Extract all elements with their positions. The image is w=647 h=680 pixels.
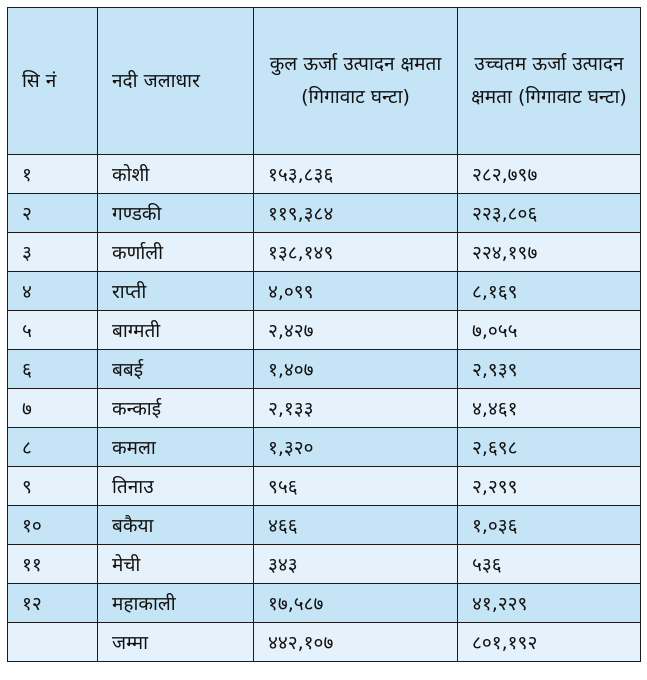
- cell-peak-energy-capacity: ८०१,१९२: [458, 623, 641, 662]
- cell-river-basin: महाकाली: [98, 584, 254, 623]
- cell-serial-number: ६: [8, 350, 98, 389]
- cell-serial-number: ११: [8, 545, 98, 584]
- table-row: [8, 233, 641, 272]
- cell-serial-number: १२: [8, 584, 98, 623]
- cell-peak-energy-capacity: २२४,१९७: [458, 233, 641, 272]
- cell-serial-number: ९: [8, 467, 98, 506]
- table-row: [8, 428, 641, 467]
- total-row: [8, 623, 641, 662]
- table-row: [8, 467, 641, 506]
- cell-peak-energy-capacity: ४१,२२९: [458, 584, 641, 623]
- cell-river-basin: बकैया: [98, 506, 254, 545]
- table-row: [8, 350, 641, 389]
- cell-total-energy-capacity: ३४३: [254, 545, 458, 584]
- cell-peak-energy-capacity: ७,०५५: [458, 311, 641, 350]
- header-river-basin: नदी जलाधार: [98, 8, 254, 155]
- cell-river-basin: कन्काई: [98, 389, 254, 428]
- table-row: [8, 584, 641, 623]
- cell-river-basin: राप्ती: [98, 272, 254, 311]
- cell-total-energy-capacity: २,१३३: [254, 389, 458, 428]
- cell-serial-number: १०: [8, 506, 98, 545]
- cell-total-energy-capacity: १,३२०: [254, 428, 458, 467]
- cell-total-energy-capacity: ४,०९९: [254, 272, 458, 311]
- cell-river-basin: मेची: [98, 545, 254, 584]
- table-header: [8, 8, 641, 155]
- cell-serial-number: ५: [8, 311, 98, 350]
- cell-peak-energy-capacity: ८,१६९: [458, 272, 641, 311]
- cell-river-basin: बाग्मती: [98, 311, 254, 350]
- cell-river-basin: कर्णाली: [98, 233, 254, 272]
- table-row: [8, 272, 641, 311]
- cell-total-energy-capacity: ९५६: [254, 467, 458, 506]
- cell-peak-energy-capacity: २,९३९: [458, 350, 641, 389]
- header-serial-number: सि नं: [8, 8, 98, 155]
- table-row: [8, 155, 641, 194]
- table-row: [8, 545, 641, 584]
- cell-total-energy-capacity: १५३,८३६: [254, 155, 458, 194]
- cell-serial-number: १: [8, 155, 98, 194]
- cell-river-basin: तिनाउ: [98, 467, 254, 506]
- cell-river-basin: कमला: [98, 428, 254, 467]
- cell-serial-number: ८: [8, 428, 98, 467]
- cell-peak-energy-capacity: १,०३६: [458, 506, 641, 545]
- cell-total-energy-capacity: १३८,१४९: [254, 233, 458, 272]
- cell-total-energy-capacity: १७,५८७: [254, 584, 458, 623]
- table-row: [8, 311, 641, 350]
- header-row: [8, 8, 641, 155]
- cell-peak-energy-capacity: ५३६: [458, 545, 641, 584]
- cell-peak-energy-capacity: २,६९८: [458, 428, 641, 467]
- cell-total-energy-capacity: ४४२,१०७: [254, 623, 458, 662]
- cell-total-energy-capacity: १,४०७: [254, 350, 458, 389]
- cell-river-basin: गण्डकी: [98, 194, 254, 233]
- cell-serial-number: ४: [8, 272, 98, 311]
- cell-total-energy-capacity: २,४२७: [254, 311, 458, 350]
- cell-peak-energy-capacity: २२३,८०६: [458, 194, 641, 233]
- cell-serial-number: ७: [8, 389, 98, 428]
- header-total-energy-capacity: कुल ऊर्जा उत्पादन क्षमता (गिगावाट घन्टा): [254, 8, 458, 155]
- header-peak-energy-capacity: उच्चतम ऊर्जा उत्पादन क्षमता (गिगावाट घन्टा): [458, 8, 641, 155]
- table-row: [8, 506, 641, 545]
- table-row: [8, 194, 641, 233]
- energy-capacity-table: [7, 7, 641, 662]
- energy-capacity-table-container: [7, 7, 640, 662]
- cell-serial-number: [8, 623, 98, 662]
- cell-total-energy-capacity: ११९,३८४: [254, 194, 458, 233]
- cell-peak-energy-capacity: २८२,७९७: [458, 155, 641, 194]
- cell-peak-energy-capacity: २,२९९: [458, 467, 641, 506]
- cell-total-energy-capacity: ४६६: [254, 506, 458, 545]
- cell-peak-energy-capacity: ४,४६१: [458, 389, 641, 428]
- cell-river-basin: बबई: [98, 350, 254, 389]
- table-body: [8, 155, 641, 662]
- cell-river-basin: जम्मा: [98, 623, 254, 662]
- cell-river-basin: कोशी: [98, 155, 254, 194]
- table-row: [8, 389, 641, 428]
- cell-serial-number: २: [8, 194, 98, 233]
- cell-serial-number: ३: [8, 233, 98, 272]
